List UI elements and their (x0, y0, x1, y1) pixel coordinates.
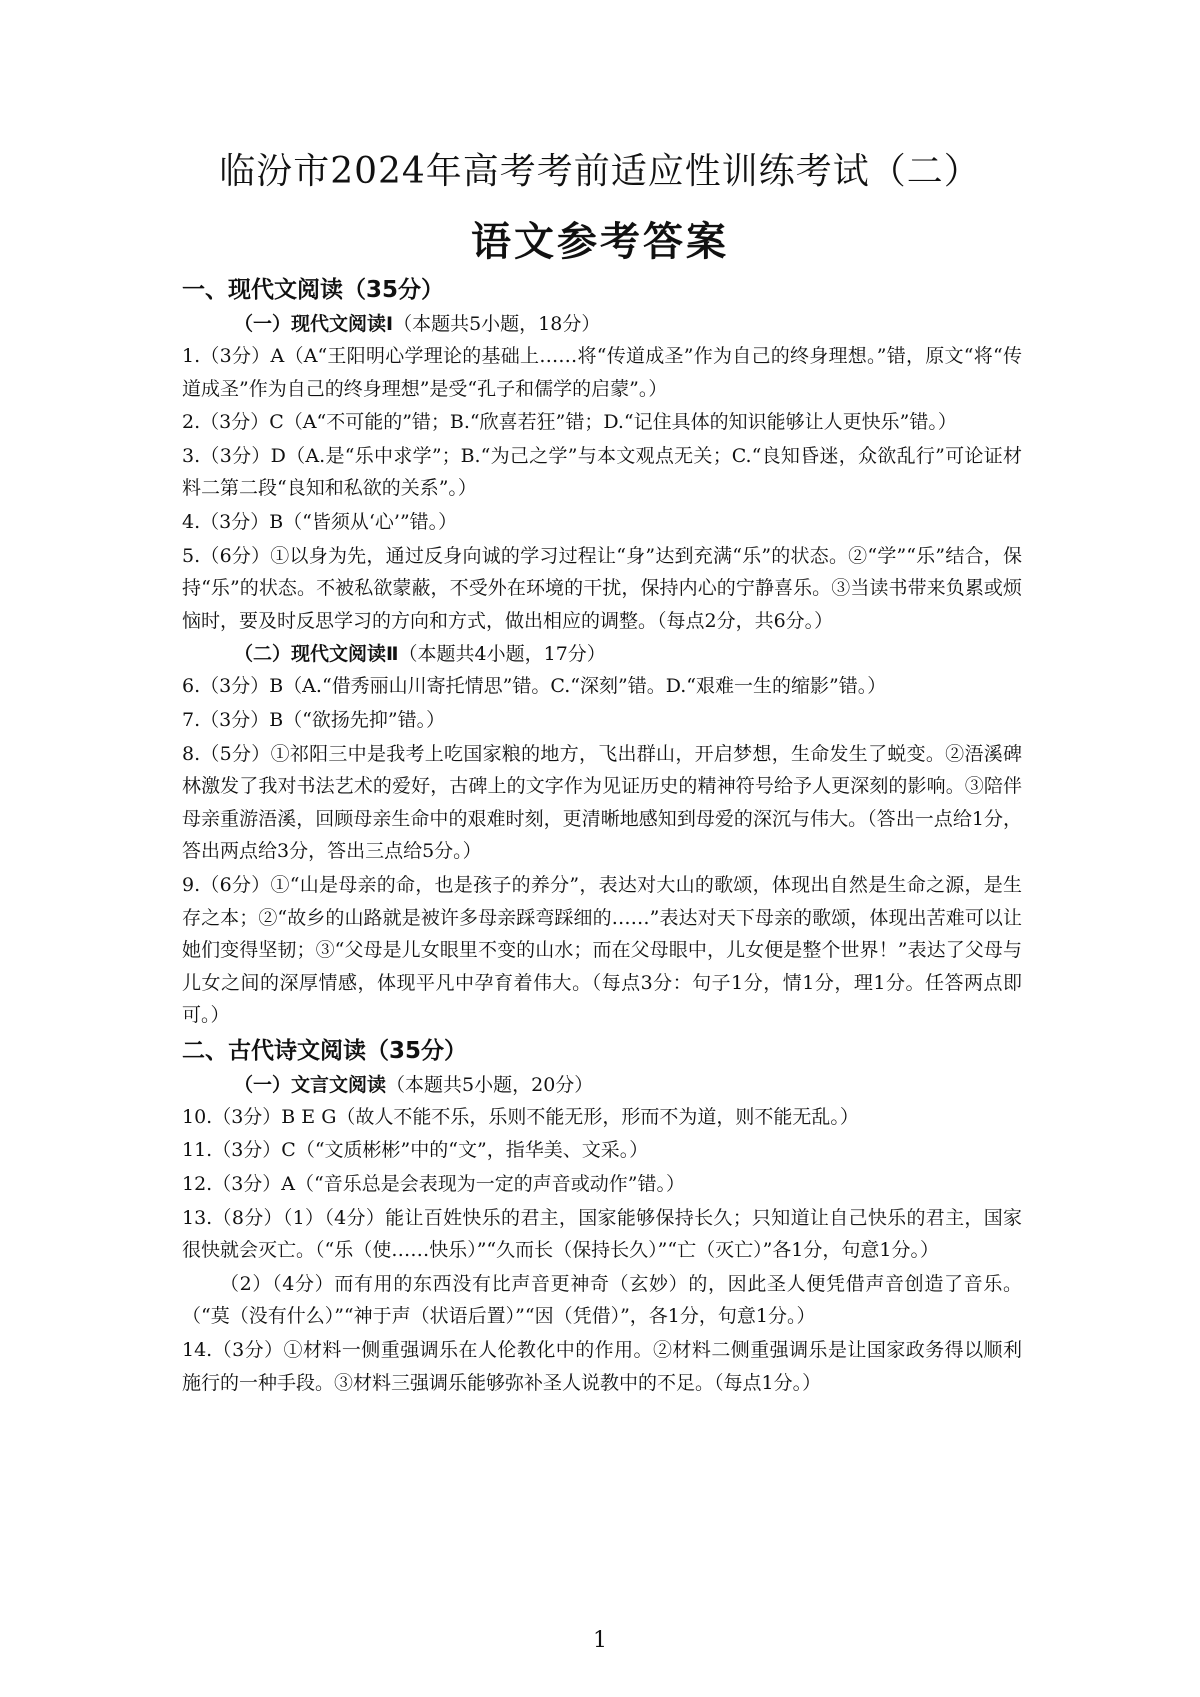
subsection-heading-modern-reading-2 (182, 638, 1022, 670)
subsection-note: （本题共4小题，17分） (398, 643, 606, 666)
subsection-heading-classical-prose (182, 1069, 1022, 1101)
answer-6: 6.（3分）B（A.“借秀丽山川寄托情思”错。C.“深刻”错。D.“艰难一生的缩影”错。） (182, 675, 887, 698)
section-heading-classical-reading: 二、古代诗文阅读（35分） (182, 1037, 468, 1064)
answer-5: 5.（6分）①以身为先，通过反身向诚的学习过程让“身”达到充满“乐”的状态。②“学”“乐”结合，保持“乐”的状态。不被私欲蒙蔽，不受外在环境的干扰，保持内心的宁静喜乐。③当读书带来负累或烦恼时，要及时反思学习的方向和方式，做出相应的调整。（每点2分，共6分。） (182, 544, 1022, 632)
answer-13-part-2: （2）（4分）而有用的东西没有比声音更神奇（玄妙）的，因此圣人便凭借声音创造了音乐。（“莫（没有什么）”“神于声（状语后置）”“因（凭借）”，各1分，句意1分。） (182, 1272, 1022, 1328)
page-subtitle: 语文参考答案 (471, 219, 729, 265)
subsection-note: （本题共5小题，18分） (393, 313, 601, 335)
answer-2: 2.（3分）C（A“不可能的”错；B.“欣喜若狂”错；D.“记住具体的知识能够让人更快乐”错。） (182, 411, 957, 434)
answer-12: 12.（3分）A（“音乐总是会表现为一定的声音或动作”错。） (182, 1173, 685, 1196)
subsection-heading-modern-reading-1 (182, 308, 1022, 340)
subsection-label: （一）现代文阅读Ⅰ (234, 313, 394, 335)
subsection-note: （本题共5小题，20分） (386, 1073, 594, 1096)
answer-1: 1.（3分）A（A“王阳明心学理论的基础上……将“传道成圣”作为自己的终身理想。”错，原文“将“传道成圣”作为自己的终身理想”是受“孔子和儒学的启蒙”。） (182, 345, 1022, 400)
subsection-label: （一）文言文阅读 (234, 1073, 387, 1096)
answer-7: 7.（3分）B（“欲扬先抑”错。） (182, 708, 446, 731)
page-number: 1 (593, 1628, 607, 1653)
answer-11: 11.（3分）C（“文质彬彬”中的“文”，指华美、文采。） (182, 1139, 649, 1162)
page-title: 临汾市2024年高考考前适应性训练考试（二） (219, 151, 981, 192)
answer-9: 9.（6分）①“山是母亲的命，也是孩子的养分”，表达对大山的歌颂，体现出自然是生命之源，是生存之本；②“故乡的山路就是被许多母亲踩弯踩细的……”表达对天下母亲的歌颂，体现出苦难可以让她们变得坚韧；③“父母是儿女眼里不变的山水；而在父母眼中，儿女便是整个世界！”表达了父母与儿女之间的深厚情感，体现平凡中孕育着伟大。（每点3分：句子1分，情1分，理1分。任答两点即可。） (182, 873, 1022, 1027)
answer-8: 8.（5分）①祁阳三中是我考上吃国家粮的地方，飞出群山，开启梦想，生命发生了蜕变。②浯溪碑林激发了我对书法艺术的爱好，古碑上的文字作为见证历史的精神符号给予人更深刻的影响。③陪伴母亲重游浯溪，回顾母亲生命中的艰难时刻，更清晰地感知到母爱的深沉与伟大。（答出一点给1分，答出两点给3分，答出三点给5分。） (182, 742, 1022, 863)
answer-14: 14.（3分）①材料一侧重强调乐在人伦教化中的作用。②材料二侧重强调乐是让国家政务得以顺利施行的一种手段。③材料三强调乐能够弥补圣人说教中的不足。（每点1分。） (182, 1339, 1022, 1394)
answer-10: 10.（3分）B E G（故人不能不乐，乐则不能无形，形而不为道，则不能无乱。） (182, 1105, 859, 1128)
answer-content (182, 272, 1022, 1400)
subsection-label: （二）现代文阅读Ⅱ (234, 643, 399, 666)
answer-3: 3.（3分）D（A.是“乐中求学”；B.“为己之学”与本文观点无关；C.“良知昏迷，众欲乱行”可论证材料二第二段“良知和私欲的关系”。） (182, 444, 1022, 500)
answer-4: 4.（3分）B（“皆须从‘心’”错。） (182, 510, 458, 533)
answer-13-part-1: 13.（8分）（1）（4分）能让百姓快乐的君主，国家能够保持长久；只知道让自己快乐的君主，国家很快就会灭亡。（“乐（使……快乐）”“久而长（保持长久）”“亡（灭亡）”各1分，句意1分。） (182, 1206, 1022, 1262)
section-heading-modern-reading: 一、现代文阅读（35分） (182, 277, 445, 303)
